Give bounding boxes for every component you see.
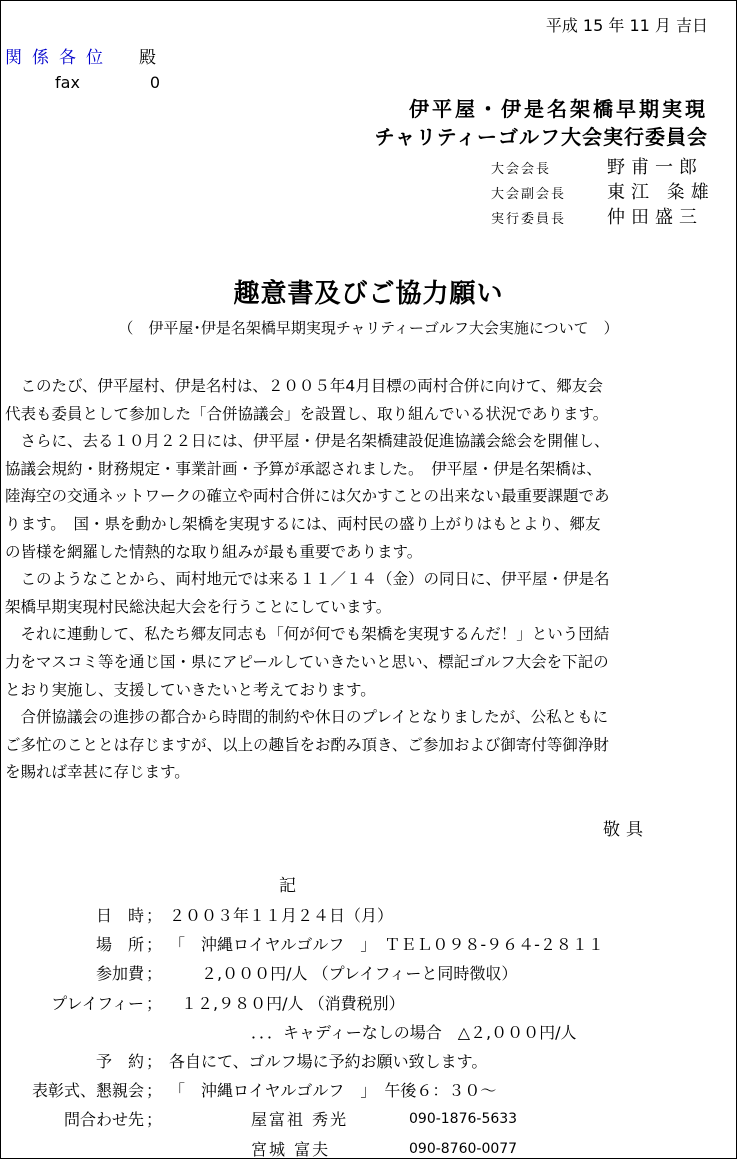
body-text bbox=[5, 373, 665, 787]
body-line: 協議会規約・財務規定・事業計画・予算が承認されました。 伊平屋・伊是名架橋は、 bbox=[5, 459, 602, 478]
detail-label: 表彰式、懇親会 bbox=[31, 1081, 144, 1101]
detail-row-fee bbox=[1, 959, 736, 988]
detail-row-play-fee bbox=[1, 989, 736, 1018]
detail-row-contact bbox=[1, 1105, 736, 1134]
officer-row bbox=[491, 153, 721, 178]
body-line: 代表も委員として参加した「合併協議会」を設置し、取り組んでいる状況であります。 bbox=[5, 404, 609, 423]
body-line: ご多忙のこととは存じますが、以上の趣旨をお酌み頂き、ご参加および御寄付等御浄財 bbox=[5, 735, 609, 754]
detail-label: 予 約 bbox=[95, 1051, 144, 1071]
body-line: の皆様を網羅した情熱的な取り組みが最も重要であります。 bbox=[5, 542, 423, 561]
detail-label: 場 所 bbox=[95, 935, 144, 955]
body-line: 陸海空の交通ネットワークの確立や両村合併には欠かすことの出来ない最重要課題であ bbox=[5, 487, 610, 506]
document-title: 趣意書及びご協力願い bbox=[233, 279, 504, 309]
detail-value: 「 沖縄ロイヤルゴルフ 」 午後６：３０～ bbox=[169, 1081, 497, 1101]
detail-label: 日 時 bbox=[95, 906, 144, 925]
fax-number: 0 bbox=[149, 73, 161, 92]
detail-value: ２,０００円/人 （プレイフィーと同時徴収） bbox=[169, 964, 518, 984]
officer-name: 野甫一郎 bbox=[607, 157, 703, 178]
detail-value: 各自にて、ゴルフ場に予約お願い致します。 bbox=[169, 1051, 488, 1071]
organizer-name-line1: 伊平屋・伊是名架橋早期実現 bbox=[409, 97, 708, 121]
detail-row-place bbox=[1, 930, 736, 959]
officer-row bbox=[491, 203, 721, 228]
officer-name: 東江 粂雄 bbox=[607, 182, 715, 203]
detail-row-party bbox=[1, 1076, 736, 1105]
organizer-name-line2: チャリティーゴルフ大会実行委員会 bbox=[374, 125, 708, 149]
contact-phone: 090-8760-0077 bbox=[409, 1140, 518, 1157]
recipient-line bbox=[5, 43, 156, 68]
contact-name: 宮城 富夫 bbox=[251, 1139, 331, 1159]
detail-label: 参加費 bbox=[95, 964, 144, 984]
body-line: このようなことから、両村地元では来る１１／１４（金）の同日に、伊平屋・伊是名 bbox=[5, 570, 610, 589]
detail-row-contact-2 bbox=[1, 1135, 736, 1164]
detail-separator: ； bbox=[146, 1051, 163, 1071]
detail-separator: ； bbox=[146, 935, 163, 955]
detail-row-caddie bbox=[1, 1018, 736, 1047]
recipient-honorific: 殿 bbox=[139, 48, 156, 68]
contact-name: 屋富祖 秀光 bbox=[251, 1110, 349, 1130]
detail-value: １２,９８０円/人 （消費税別） bbox=[181, 993, 405, 1013]
body-line: 力をマスコミ等を通じ国・県にアピールしていきたいと思い、標記ゴルフ大会を下記の bbox=[5, 652, 609, 671]
detail-row-date bbox=[1, 901, 736, 930]
body-line: それに連動して、私たち郷友同志も「何が何でも架橋を実現するんだ！」という団結 bbox=[5, 625, 610, 644]
officer-role: 大会副会長 bbox=[491, 187, 567, 202]
officer-name: 仲田盛三 bbox=[607, 207, 703, 228]
body-line: とおり実施し、支援していきたいと考えております。 bbox=[5, 680, 376, 699]
closing-salutation: 敬具 bbox=[603, 820, 649, 840]
body-line: 架橋早期実現村民総決起大会を行うことにしています。 bbox=[5, 597, 392, 616]
body-line: さらに、去る１０月２２日には、伊平屋・伊是名架橋建設促進協議会総会を開催し、 bbox=[5, 432, 610, 451]
body-line: 合併協議会の進捗の都合から時間的制約や休日のプレイとなりましたが、公私ともに bbox=[5, 708, 609, 727]
event-details bbox=[1, 901, 736, 1164]
detail-label: 問合わせ先 bbox=[63, 1110, 144, 1130]
detail-value: ２００３年１１月２４日（月） bbox=[169, 906, 394, 925]
notes-heading: 記 bbox=[279, 876, 296, 896]
detail-separator: ； bbox=[146, 993, 163, 1013]
detail-value: 「 沖縄ロイヤルゴルフ 」 ＴＥＬ０９８-９６４-２８１１ bbox=[169, 935, 604, 955]
officer-row bbox=[491, 178, 721, 203]
body-line: このたび、伊平屋村、伊是名村は、２００５年4月目標の両村合併に向けて、郷友会 bbox=[5, 377, 603, 395]
body-line: ります。 国・県を動かし架橋を実現するには、両村民の盛り上がりはもとより、郷友 bbox=[5, 514, 601, 533]
fax-label: fax bbox=[55, 73, 80, 92]
detail-separator: ； bbox=[146, 906, 163, 925]
detail-separator: ； bbox=[146, 964, 163, 984]
issue-date: 平成 15 年 11 月 吉日 bbox=[545, 16, 708, 35]
detail-label: プレイフィー bbox=[51, 993, 144, 1013]
officer-list bbox=[491, 153, 721, 228]
document-subtitle: （ 伊平屋･伊是名架橋早期実現チャリティーゴルフ大会実施について ） bbox=[118, 319, 619, 337]
officer-role: 大会会長 bbox=[491, 162, 552, 177]
recipient: 関係各位 bbox=[5, 48, 113, 68]
caddie-note: ．．．キャディーなしの場合 △２,０００円/人 bbox=[251, 1022, 577, 1042]
detail-row-reservation bbox=[1, 1047, 736, 1076]
body-line: を賜れば幸甚に存じます。 bbox=[5, 763, 190, 782]
contact-phone: 090-1876-5633 bbox=[409, 1111, 518, 1128]
officer-role: 実行委員長 bbox=[491, 212, 567, 227]
fax-line bbox=[55, 73, 160, 92]
detail-separator: ； bbox=[146, 1110, 163, 1130]
detail-separator: ； bbox=[146, 1081, 163, 1101]
